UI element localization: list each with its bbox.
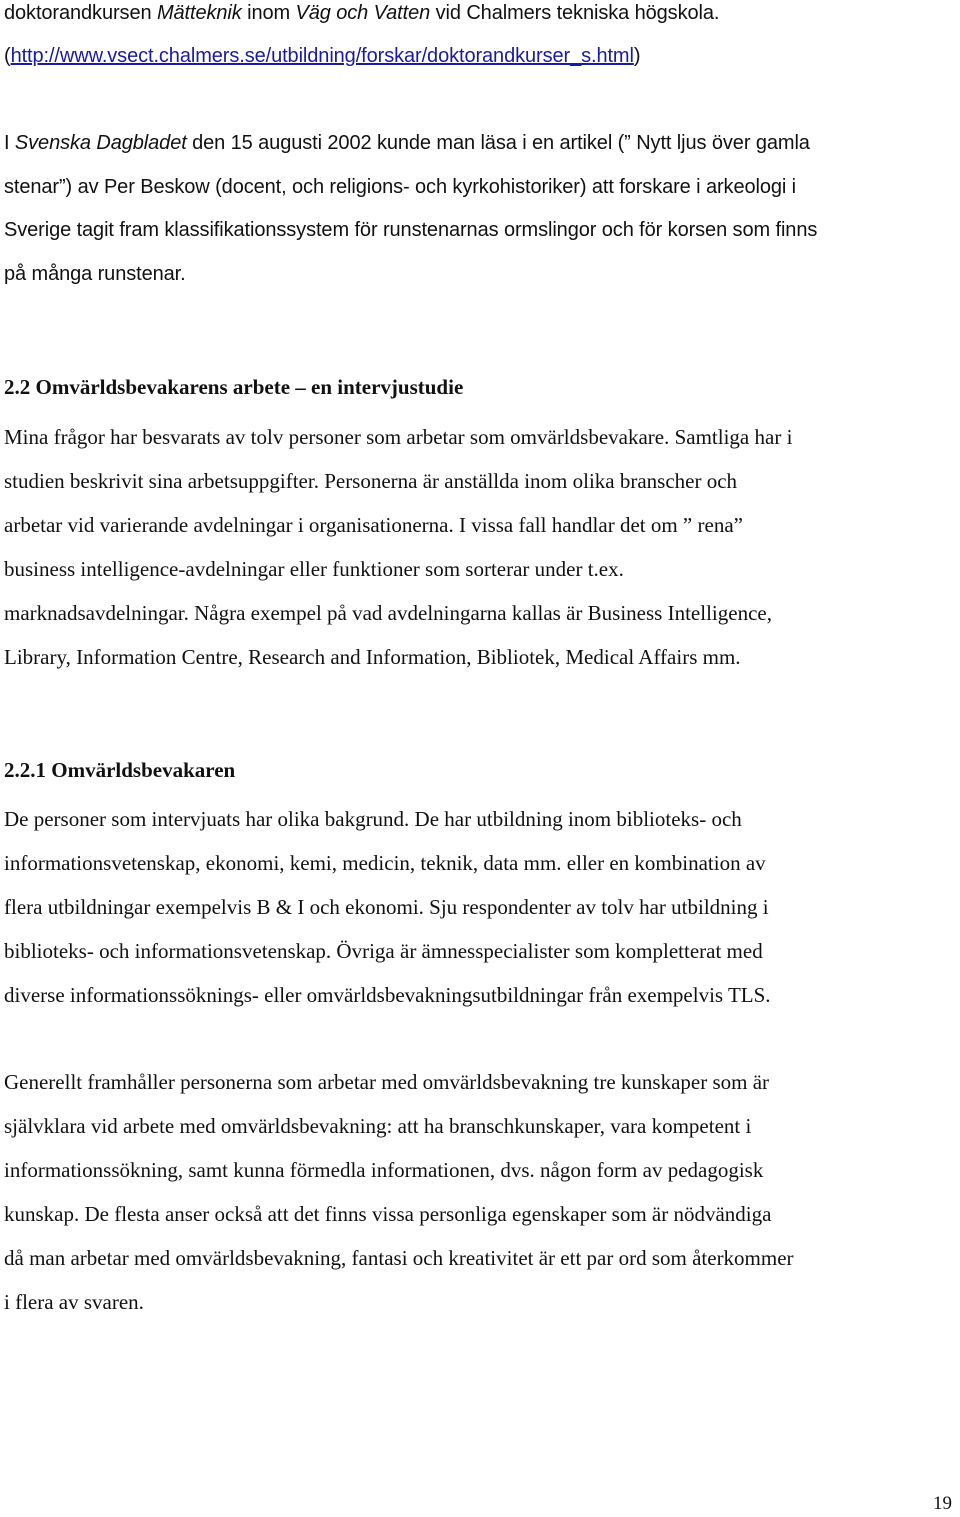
department-name: Väg och Vatten [295,2,431,24]
newspaper-name: Svenska Dagbladet [14,132,187,154]
intro-line-1 [4,0,960,26]
section-2-2-line: Library, Information Centre, Research and Information, Bibliotek, Medical Affairs mm. [4,645,741,669]
section-2-2-line: arbetar vid varierande avdelningar i organisationerna. I vissa fall handlar det om ” rena” [4,513,743,537]
intro-text: doktorandkursen [4,2,157,24]
section-2-2-1-line: Generellt framhåller personerna som arbetar med omvärldsbevakning tre kunskaper som är [4,1070,770,1094]
paren-open: ( [4,45,11,67]
section-2-2-1-line: diverse informationssöknings- eller omvärldsbevakningsutbildningar från exempelvis TLS. [4,983,771,1007]
section-2-2-line: business intelligence-avdelningar eller funktioner som sorterar under t.ex. [4,557,624,581]
section-heading-2-2: 2.2 Omvärldsbevakarens arbete – en intervjustudie [4,375,464,399]
article-text: I [4,132,15,154]
section-2-2-line: studien beskrivit sina arbetsuppgifter. Personerna är anställda inom olika branscher och [4,469,738,493]
section-2-2-1-line: biblioteks- och informationsvetenskap. Övriga är ämnesspecialister som kompletterat med [4,939,763,963]
course-name: Mätteknik [156,2,242,24]
section-2-2-1-line: självklara vid arbete med omvärldsbevakning: att ha branschkunskaper, vara kompetent i [4,1114,752,1138]
section-2-2-1-line: då man arbetar med omvärldsbevakning, fantasi och kreativitet är ett par ord som återkommer [4,1246,794,1270]
article-line-2: stenar”) av Per Beskow (docent, och religions- och kyrkohistoriker) att forskare i arkeologi i [4,176,797,198]
section-2-2-1-line: De personer som intervjuats har olika bakgrund. De har utbildning inom biblioteks- och [4,807,742,831]
course-link[interactable]: http://www.vsect.chalmers.se/utbildning/forskar/doktorandkurser_s.html [10,45,634,67]
article-line-1 [4,130,960,156]
article-text: den 15 augusti 2002 kunde man läsa i en artikel (” Nytt ljus över gamla [186,132,810,154]
section-2-2-1-line: informationsvetenskap, ekonomi, kemi, medicin, teknik, data mm. eller en kombination av [4,851,766,875]
section-2-2-line: marknadsavdelningar. Några exempel på vad avdelningarna kallas är Business Intelligence, [4,601,772,625]
section-2-2-1-line: i flera av svaren. [4,1290,144,1314]
section-heading-2-2-1: 2.2.1 Omvärldsbevakaren [4,758,236,782]
intro-text: inom [241,2,296,24]
paren-close: ) [633,45,641,67]
article-line-4: på många runstenar. [4,263,186,285]
intro-text: vid Chalmers tekniska högskola. [430,2,720,24]
section-2-2-1-line: flera utbildningar exempelvis B & I och ekonomi. Sju respondenter av tolv har utbildning i [4,895,769,919]
article-line-3: Sverige tagit fram klassifikationssystem för runstenarnas ormslingor och för korsen som finns [4,219,818,241]
section-2-2-1-line: informationssökning, samt kunna förmedla informationen, dvs. någon form av pedagogisk [4,1158,764,1182]
intro-line-2 [4,43,960,69]
section-2-2-line: Mina frågor har besvarats av tolv personer som arbetar som omvärldsbevakare. Samtliga har i [4,425,793,449]
page-number: 19 [933,1493,952,1514]
section-2-2-1-line: kunskap. De flesta anser också att det finns vissa personliga egenskaper som är nödvändiga [4,1202,772,1226]
